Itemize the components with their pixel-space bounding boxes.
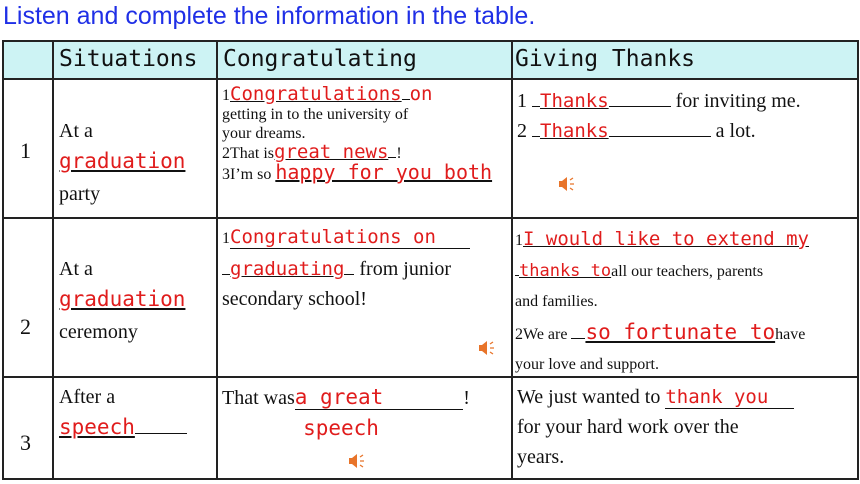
situation-cell: At a graduation ceremony bbox=[59, 258, 186, 343]
header-giving-thanks: Giving Thanks bbox=[515, 46, 696, 72]
header-situations: Situations bbox=[59, 46, 198, 72]
answer-text: thank you bbox=[665, 386, 794, 409]
answer-text: great news bbox=[274, 141, 389, 163]
congratulating-cell: 1Congratulations on getting in to the university of your dreams. 2That isgreat news ! 3I’m so happy for you both bbox=[222, 83, 493, 184]
speaker-icon[interactable] bbox=[478, 340, 496, 356]
answer-text: graduating bbox=[230, 258, 345, 280]
row-number: 1 bbox=[20, 138, 31, 163]
answer-text: graduation bbox=[59, 287, 186, 311]
row-number: 3 bbox=[20, 430, 31, 455]
congratulating-cell: 1Congratulations on graduating from junior secondary school! bbox=[222, 222, 510, 314]
answer-text: a great bbox=[295, 385, 464, 410]
thanks-cell: 1I would like to extend my thanks toall our teachers, parents and families. 2We are so fortunate tohave your love and support. bbox=[515, 228, 809, 373]
situation-suffix: party bbox=[59, 183, 101, 205]
thanks-cell: We just wanted to thank you for your hard work over the years. bbox=[517, 382, 855, 472]
thanks-cell: 1 Thanks for inviting me. 2 Thanks a lot. bbox=[517, 90, 801, 142]
answer-text: speech bbox=[59, 415, 135, 439]
answer-text: so fortunate to bbox=[585, 320, 776, 344]
answer-text: Thanks bbox=[540, 90, 609, 112]
speaker-icon[interactable] bbox=[558, 176, 576, 192]
speaker-icon[interactable] bbox=[348, 453, 366, 469]
situation-prefix: At a bbox=[59, 120, 93, 142]
answer-text: thanks to bbox=[519, 261, 612, 281]
answer-text: I would like to extend my bbox=[523, 228, 809, 250]
answer-text: Thanks bbox=[540, 120, 609, 142]
answer-text: speech bbox=[303, 416, 379, 440]
header-congratulating: Congratulating bbox=[223, 46, 417, 72]
page-title: Listen and complete the information in the table. bbox=[3, 2, 536, 30]
answer-text: happy for you both bbox=[275, 160, 493, 184]
situation-cell bbox=[59, 116, 213, 209]
row-number: 2 bbox=[20, 314, 31, 339]
answer-text: Congratulations on bbox=[230, 226, 470, 249]
answer-text: graduation bbox=[59, 149, 186, 173]
congratulating-cell: That wasa great ! speech bbox=[222, 385, 470, 440]
answer-text: Congratulations bbox=[230, 83, 402, 105]
situation-cell: After a speech bbox=[59, 382, 213, 445]
answer-table bbox=[2, 40, 858, 480]
